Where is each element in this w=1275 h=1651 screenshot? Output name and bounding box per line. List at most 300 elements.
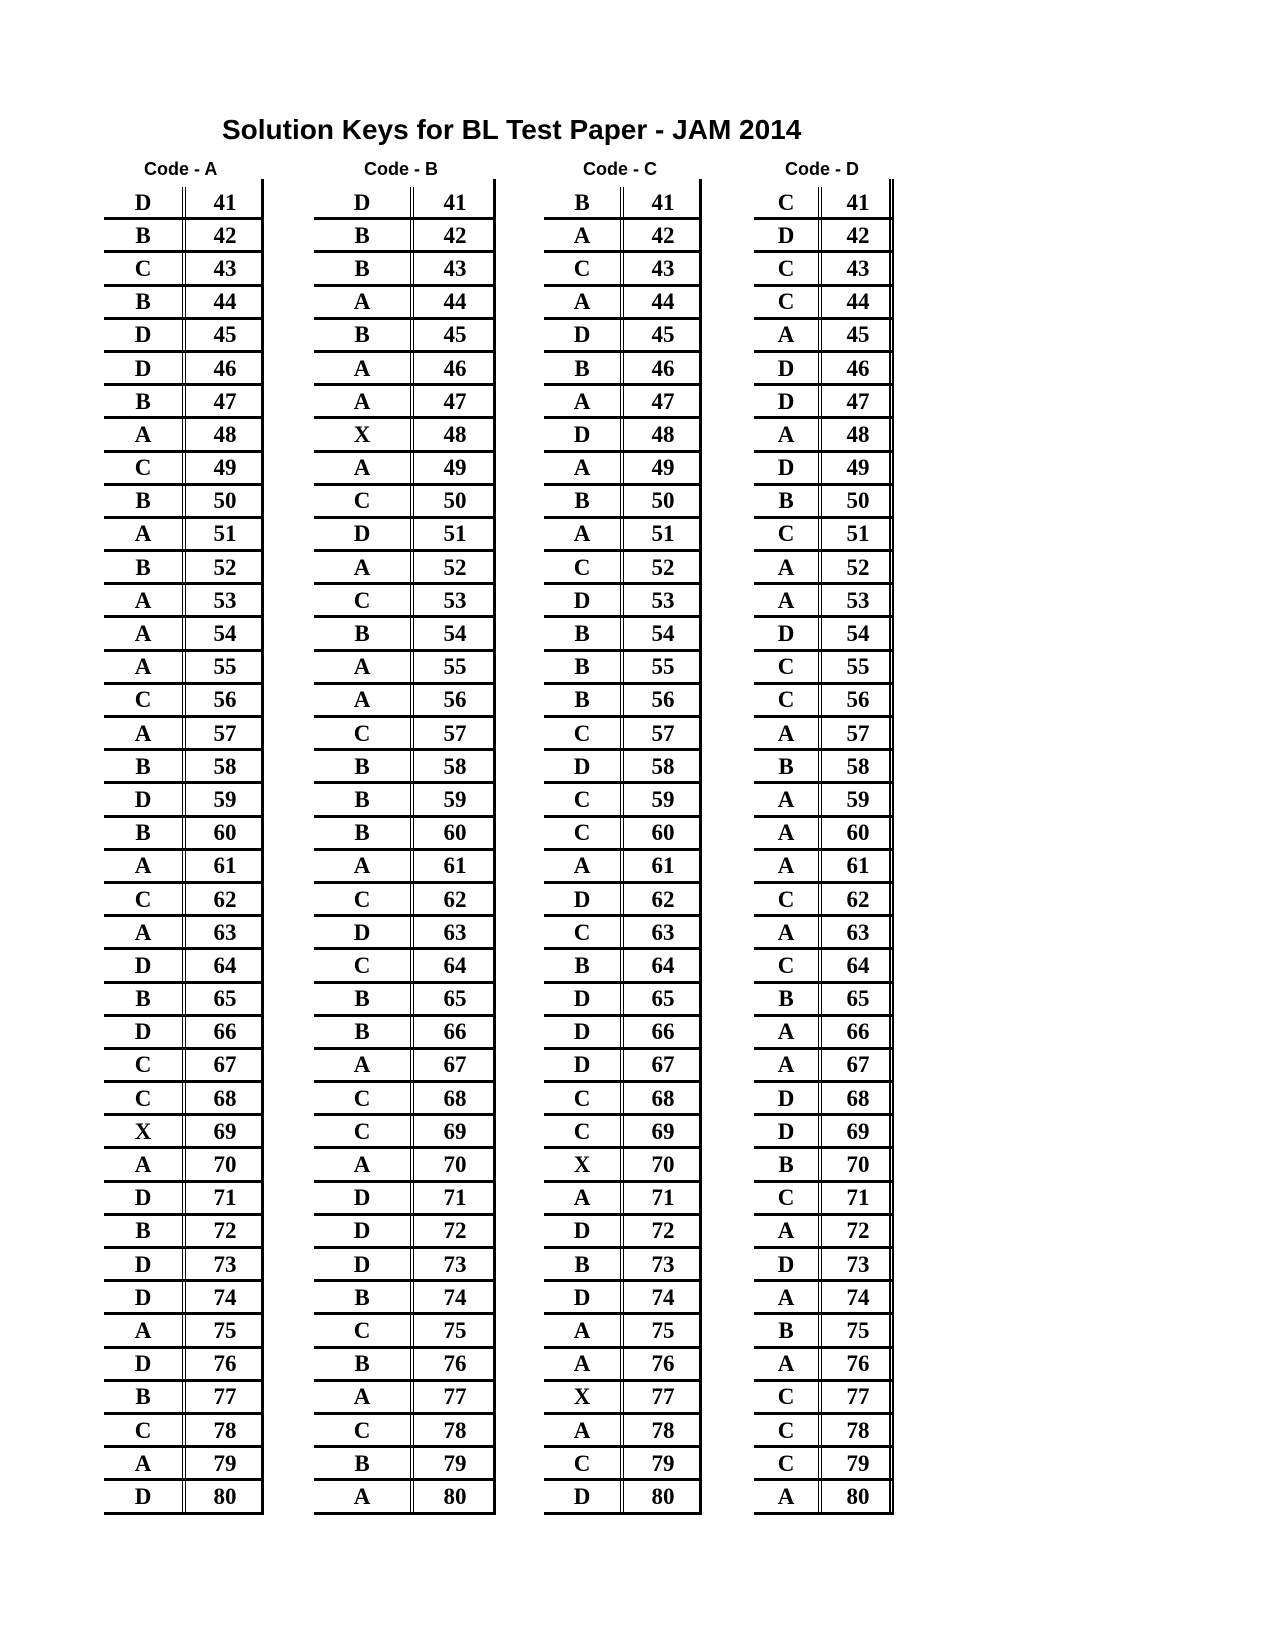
answer-cell: A xyxy=(544,287,624,317)
question-number-cell: 74 xyxy=(651,1284,675,1310)
table-row xyxy=(544,1315,702,1348)
table-row xyxy=(104,287,264,320)
question-number-cell: 72 xyxy=(651,1218,675,1244)
question-number-cell: 47 xyxy=(651,388,675,414)
question-number-cell: 57 xyxy=(846,720,870,746)
question-number-cell: 47 xyxy=(846,388,870,414)
question-number-cell: 75 xyxy=(651,1317,675,1343)
answer-cell: A xyxy=(544,519,624,549)
question-number-cell: 75 xyxy=(443,1317,467,1343)
answer-cell: C xyxy=(104,685,186,715)
table-row xyxy=(544,320,702,353)
table-row xyxy=(754,1282,894,1315)
answer-cell: A xyxy=(544,851,624,881)
table-row xyxy=(104,1415,264,1448)
question-number-cell: 72 xyxy=(443,1218,467,1244)
table-row xyxy=(314,353,496,386)
table-row xyxy=(104,1349,264,1382)
question-number-cell: 57 xyxy=(213,720,237,746)
table-row xyxy=(544,253,702,286)
table-right-border xyxy=(493,179,496,1515)
table-row xyxy=(104,419,264,452)
answer-cell: C xyxy=(544,1083,624,1113)
table-row xyxy=(314,552,496,585)
table-row xyxy=(314,1216,496,1249)
question-number-cell: 51 xyxy=(846,521,870,547)
table-row xyxy=(314,1415,496,1448)
question-number-cell: 80 xyxy=(651,1483,675,1509)
question-number-cell: 52 xyxy=(651,554,675,580)
answer-cell: A xyxy=(754,1349,822,1379)
answer-cell: B xyxy=(544,486,624,516)
table-row xyxy=(104,1017,264,1050)
question-number-cell: 66 xyxy=(651,1019,675,1045)
table-row xyxy=(754,1083,894,1116)
answer-cell: D xyxy=(314,1249,414,1279)
answer-cell: C xyxy=(314,718,414,748)
question-number-cell: 72 xyxy=(213,1218,237,1244)
question-number-cell: 78 xyxy=(443,1417,467,1443)
table-row xyxy=(544,1083,702,1116)
table-row xyxy=(544,1282,702,1315)
answer-cell: B xyxy=(104,287,186,317)
answer-cell: A xyxy=(544,386,624,416)
answer-cell: A xyxy=(104,1315,186,1345)
table-row xyxy=(314,1083,496,1116)
question-number-cell: 80 xyxy=(846,1483,870,1509)
table-row xyxy=(104,652,264,685)
table-row xyxy=(544,1017,702,1050)
answer-block-b xyxy=(314,187,496,1515)
answer-cell: B xyxy=(104,386,186,416)
table-row xyxy=(104,253,264,286)
answer-cell: A xyxy=(104,718,186,748)
answer-cell: A xyxy=(314,453,414,483)
answer-cell: A xyxy=(314,1382,414,1412)
question-number-cell: 41 xyxy=(213,189,237,215)
table-row xyxy=(104,187,264,220)
question-number-cell: 44 xyxy=(651,289,675,315)
table-right-border xyxy=(889,179,894,1515)
answer-cell: C xyxy=(544,818,624,848)
answer-cell: A xyxy=(754,818,822,848)
question-number-cell: 51 xyxy=(443,521,467,547)
answer-cell: B xyxy=(314,618,414,648)
table-row xyxy=(544,1116,702,1149)
answer-cell: D xyxy=(104,320,186,350)
answer-cell: D xyxy=(544,419,624,449)
table-row xyxy=(314,1448,496,1481)
table-row xyxy=(544,652,702,685)
table-row xyxy=(314,652,496,685)
answer-cell: B xyxy=(544,950,624,980)
table-row xyxy=(754,1481,894,1514)
answer-cell: A xyxy=(544,1183,624,1213)
answer-cell: A xyxy=(544,453,624,483)
table-row xyxy=(314,1315,496,1348)
answer-cell: A xyxy=(104,519,186,549)
answer-cell: A xyxy=(314,851,414,881)
table-row xyxy=(314,685,496,718)
answer-cell: B xyxy=(104,486,186,516)
table-row xyxy=(104,1149,264,1182)
page-title: Solution Keys for BL Test Paper - JAM 2014 xyxy=(222,114,802,145)
answer-cell: C xyxy=(104,1415,186,1445)
table-right-border xyxy=(699,179,702,1515)
table-row xyxy=(754,353,894,386)
table-row xyxy=(314,1149,496,1182)
table-row xyxy=(314,386,496,419)
question-number-cell: 73 xyxy=(846,1251,870,1277)
answer-cell: B xyxy=(104,1216,186,1246)
table-row xyxy=(314,287,496,320)
answer-cell: A xyxy=(754,1216,822,1246)
answer-cell: A xyxy=(104,585,186,615)
table-row xyxy=(104,453,264,486)
table-row xyxy=(314,1249,496,1282)
question-number-cell: 67 xyxy=(443,1052,467,1078)
table-row xyxy=(104,320,264,353)
question-number-cell: 48 xyxy=(443,421,467,447)
question-number-cell: 63 xyxy=(443,919,467,945)
answer-block-c xyxy=(544,187,702,1515)
question-number-cell: 54 xyxy=(651,621,675,647)
code-label-a: Code - A xyxy=(144,159,218,179)
question-number-cell: 44 xyxy=(443,289,467,315)
table-row xyxy=(314,718,496,751)
table-row xyxy=(544,618,702,651)
table-row xyxy=(104,917,264,950)
question-number-cell: 66 xyxy=(846,1019,870,1045)
question-number-cell: 48 xyxy=(651,421,675,447)
question-number-cell: 55 xyxy=(213,654,237,680)
table-row xyxy=(314,1116,496,1149)
table-row xyxy=(544,818,702,851)
question-number-cell: 79 xyxy=(846,1450,870,1476)
question-number-cell: 53 xyxy=(846,587,870,613)
answer-cell: B xyxy=(314,220,414,250)
question-number-cell: 78 xyxy=(846,1417,870,1443)
answer-cell: C xyxy=(754,1183,822,1213)
question-number-cell: 69 xyxy=(846,1118,870,1144)
question-number-cell: 75 xyxy=(213,1317,237,1343)
table-row xyxy=(544,751,702,784)
question-number-cell: 59 xyxy=(651,786,675,812)
table-row xyxy=(104,784,264,817)
question-number-cell: 41 xyxy=(846,189,870,215)
table-row xyxy=(544,884,702,917)
table-row xyxy=(754,552,894,585)
table-row xyxy=(104,585,264,618)
table-row xyxy=(544,1448,702,1481)
question-number-cell: 44 xyxy=(846,289,870,315)
code-label-b: Code - B xyxy=(364,159,438,179)
table-row xyxy=(754,1448,894,1481)
question-number-cell: 41 xyxy=(651,189,675,215)
table-row xyxy=(754,751,894,784)
question-number-cell: 74 xyxy=(213,1284,237,1310)
table-row xyxy=(544,419,702,452)
question-number-cell: 43 xyxy=(443,255,467,281)
question-number-cell: 42 xyxy=(443,222,467,248)
question-number-cell: 47 xyxy=(443,388,467,414)
answer-cell: C xyxy=(754,1382,822,1412)
table-row xyxy=(754,1415,894,1448)
table-row xyxy=(314,917,496,950)
answer-cell: B xyxy=(314,1448,414,1478)
question-number-cell: 63 xyxy=(651,919,675,945)
answer-cell: X xyxy=(314,419,414,449)
answer-cell: C xyxy=(104,884,186,914)
question-number-cell: 61 xyxy=(846,853,870,879)
question-number-cell: 54 xyxy=(213,621,237,647)
question-number-cell: 56 xyxy=(651,687,675,713)
question-number-cell: 49 xyxy=(213,455,237,481)
table-row xyxy=(754,486,894,519)
question-number-cell: 60 xyxy=(213,820,237,846)
table-row xyxy=(104,718,264,751)
answer-cell: C xyxy=(544,718,624,748)
question-number-cell: 68 xyxy=(651,1085,675,1111)
answer-cell: A xyxy=(104,1448,186,1478)
answer-cell: A xyxy=(754,585,822,615)
answer-cell: A xyxy=(104,917,186,947)
answer-cell: A xyxy=(544,1349,624,1379)
table-row xyxy=(754,884,894,917)
answer-cell: D xyxy=(314,917,414,947)
question-number-cell: 46 xyxy=(846,355,870,381)
question-number-cell: 60 xyxy=(651,820,675,846)
answer-cell: C xyxy=(314,486,414,516)
answer-cell: B xyxy=(754,1149,822,1179)
answer-cell: C xyxy=(544,784,624,814)
question-number-cell: 65 xyxy=(846,986,870,1012)
answer-cell: D xyxy=(544,1050,624,1080)
table-row xyxy=(754,1382,894,1415)
table-row xyxy=(104,1116,264,1149)
answer-block-d xyxy=(754,187,894,1515)
question-number-cell: 53 xyxy=(651,587,675,613)
table-row xyxy=(544,1149,702,1182)
question-number-cell: 61 xyxy=(651,853,675,879)
question-number-cell: 61 xyxy=(443,853,467,879)
question-number-cell: 70 xyxy=(213,1152,237,1178)
table-row xyxy=(544,585,702,618)
table-row xyxy=(314,419,496,452)
answer-cell: A xyxy=(104,419,186,449)
answer-cell: A xyxy=(754,320,822,350)
table-row xyxy=(104,1050,264,1083)
answer-cell: C xyxy=(314,1116,414,1146)
answer-cell: C xyxy=(754,187,822,217)
question-number-cell: 55 xyxy=(651,654,675,680)
question-number-cell: 77 xyxy=(443,1384,467,1410)
question-number-cell: 43 xyxy=(846,255,870,281)
answer-cell: D xyxy=(544,585,624,615)
answer-cell: D xyxy=(104,950,186,980)
question-number-cell: 80 xyxy=(443,1483,467,1509)
question-number-cell: 72 xyxy=(846,1218,870,1244)
answer-cell: B xyxy=(754,1315,822,1345)
answer-cell: D xyxy=(544,884,624,914)
table-row xyxy=(314,1481,496,1514)
table-row xyxy=(544,353,702,386)
answer-cell: D xyxy=(754,353,822,383)
table-row xyxy=(544,220,702,253)
table-row xyxy=(754,1149,894,1182)
answer-cell: A xyxy=(104,618,186,648)
answer-cell: X xyxy=(104,1116,186,1146)
answer-cell: C xyxy=(754,652,822,682)
answer-cell: B xyxy=(314,984,414,1014)
table-row xyxy=(754,220,894,253)
table-row xyxy=(754,818,894,851)
question-number-cell: 67 xyxy=(651,1052,675,1078)
table-row xyxy=(104,751,264,784)
answer-cell: A xyxy=(754,851,822,881)
table-row xyxy=(754,187,894,220)
question-number-cell: 65 xyxy=(443,986,467,1012)
answer-cell: D xyxy=(314,519,414,549)
answer-cell: A xyxy=(104,851,186,881)
answer-cell: C xyxy=(544,552,624,582)
answer-cell: A xyxy=(754,1017,822,1047)
answer-cell: B xyxy=(104,751,186,781)
answer-cell: C xyxy=(544,1448,624,1478)
question-number-cell: 42 xyxy=(846,222,870,248)
question-number-cell: 49 xyxy=(846,455,870,481)
question-number-cell: 54 xyxy=(846,621,870,647)
question-number-cell: 55 xyxy=(846,654,870,680)
question-number-cell: 58 xyxy=(213,753,237,779)
answer-cell: B xyxy=(314,253,414,283)
answer-cell: B xyxy=(314,1349,414,1379)
question-number-cell: 47 xyxy=(213,388,237,414)
answer-cell: B xyxy=(544,187,624,217)
answer-cell: D xyxy=(104,1282,186,1312)
answer-cell: B xyxy=(544,1249,624,1279)
question-number-cell: 71 xyxy=(846,1185,870,1211)
answer-cell: A xyxy=(754,1481,822,1511)
table-row xyxy=(104,818,264,851)
answer-block-a xyxy=(104,187,264,1515)
answer-cell: A xyxy=(314,287,414,317)
table-row xyxy=(754,1349,894,1382)
answer-cell: B xyxy=(104,984,186,1014)
table-row xyxy=(754,419,894,452)
question-number-cell: 45 xyxy=(443,322,467,348)
table-row xyxy=(104,1183,264,1216)
table-row xyxy=(104,618,264,651)
question-number-cell: 50 xyxy=(846,488,870,514)
question-number-cell: 48 xyxy=(213,421,237,447)
answer-cell: C xyxy=(754,1415,822,1445)
table-row xyxy=(314,1050,496,1083)
answer-cell: B xyxy=(314,320,414,350)
answer-cell: B xyxy=(104,220,186,250)
answer-cell: D xyxy=(314,1183,414,1213)
table-row xyxy=(754,1116,894,1149)
answer-cell: C xyxy=(314,950,414,980)
answer-cell: C xyxy=(314,585,414,615)
question-number-cell: 70 xyxy=(651,1152,675,1178)
answer-cell: C xyxy=(104,253,186,283)
table-row xyxy=(104,386,264,419)
question-number-cell: 71 xyxy=(443,1185,467,1211)
question-number-cell: 63 xyxy=(846,919,870,945)
table-row xyxy=(104,1315,264,1348)
question-number-cell: 42 xyxy=(213,222,237,248)
question-number-cell: 46 xyxy=(443,355,467,381)
question-number-cell: 62 xyxy=(443,886,467,912)
answer-cell: B xyxy=(104,1382,186,1412)
table-row xyxy=(754,1216,894,1249)
question-number-cell: 42 xyxy=(651,222,675,248)
table-row xyxy=(104,851,264,884)
question-number-cell: 46 xyxy=(651,355,675,381)
answer-cell: D xyxy=(104,1183,186,1213)
question-number-cell: 44 xyxy=(213,289,237,315)
table-row xyxy=(104,1481,264,1514)
answer-cell: C xyxy=(754,287,822,317)
question-number-cell: 68 xyxy=(213,1085,237,1111)
table-row xyxy=(314,851,496,884)
table-row xyxy=(314,1282,496,1315)
answer-cell: D xyxy=(754,618,822,648)
table-row xyxy=(754,950,894,983)
answer-cell: B xyxy=(314,751,414,781)
question-number-cell: 52 xyxy=(846,554,870,580)
question-number-cell: 68 xyxy=(846,1085,870,1111)
table-row xyxy=(544,950,702,983)
question-number-cell: 64 xyxy=(846,952,870,978)
table-row xyxy=(544,1415,702,1448)
table-row xyxy=(104,884,264,917)
question-number-cell: 56 xyxy=(443,687,467,713)
answer-cell: B xyxy=(544,618,624,648)
table-row xyxy=(754,453,894,486)
code-label-c: Code - C xyxy=(583,159,657,179)
table-row xyxy=(544,1249,702,1282)
question-number-cell: 45 xyxy=(846,322,870,348)
answer-cell: C xyxy=(314,1315,414,1345)
answer-cell: A xyxy=(754,917,822,947)
table-row xyxy=(104,685,264,718)
question-number-cell: 50 xyxy=(651,488,675,514)
table-row xyxy=(754,1050,894,1083)
answer-cell: C xyxy=(104,1050,186,1080)
table-row xyxy=(544,1183,702,1216)
question-number-cell: 54 xyxy=(443,621,467,647)
answer-cell: B xyxy=(314,784,414,814)
question-number-cell: 76 xyxy=(213,1351,237,1377)
answer-cell: A xyxy=(314,685,414,715)
question-number-cell: 49 xyxy=(651,455,675,481)
question-number-cell: 73 xyxy=(443,1251,467,1277)
table-row xyxy=(104,1448,264,1481)
table-row xyxy=(754,1017,894,1050)
code-label-d: Code - D xyxy=(785,159,859,179)
table-row xyxy=(314,220,496,253)
table-row xyxy=(314,486,496,519)
question-number-cell: 45 xyxy=(651,322,675,348)
question-number-cell: 53 xyxy=(213,587,237,613)
table-row xyxy=(544,1050,702,1083)
answer-cell: D xyxy=(544,1017,624,1047)
question-number-cell: 48 xyxy=(846,421,870,447)
table-row xyxy=(314,585,496,618)
table-row xyxy=(314,1349,496,1382)
